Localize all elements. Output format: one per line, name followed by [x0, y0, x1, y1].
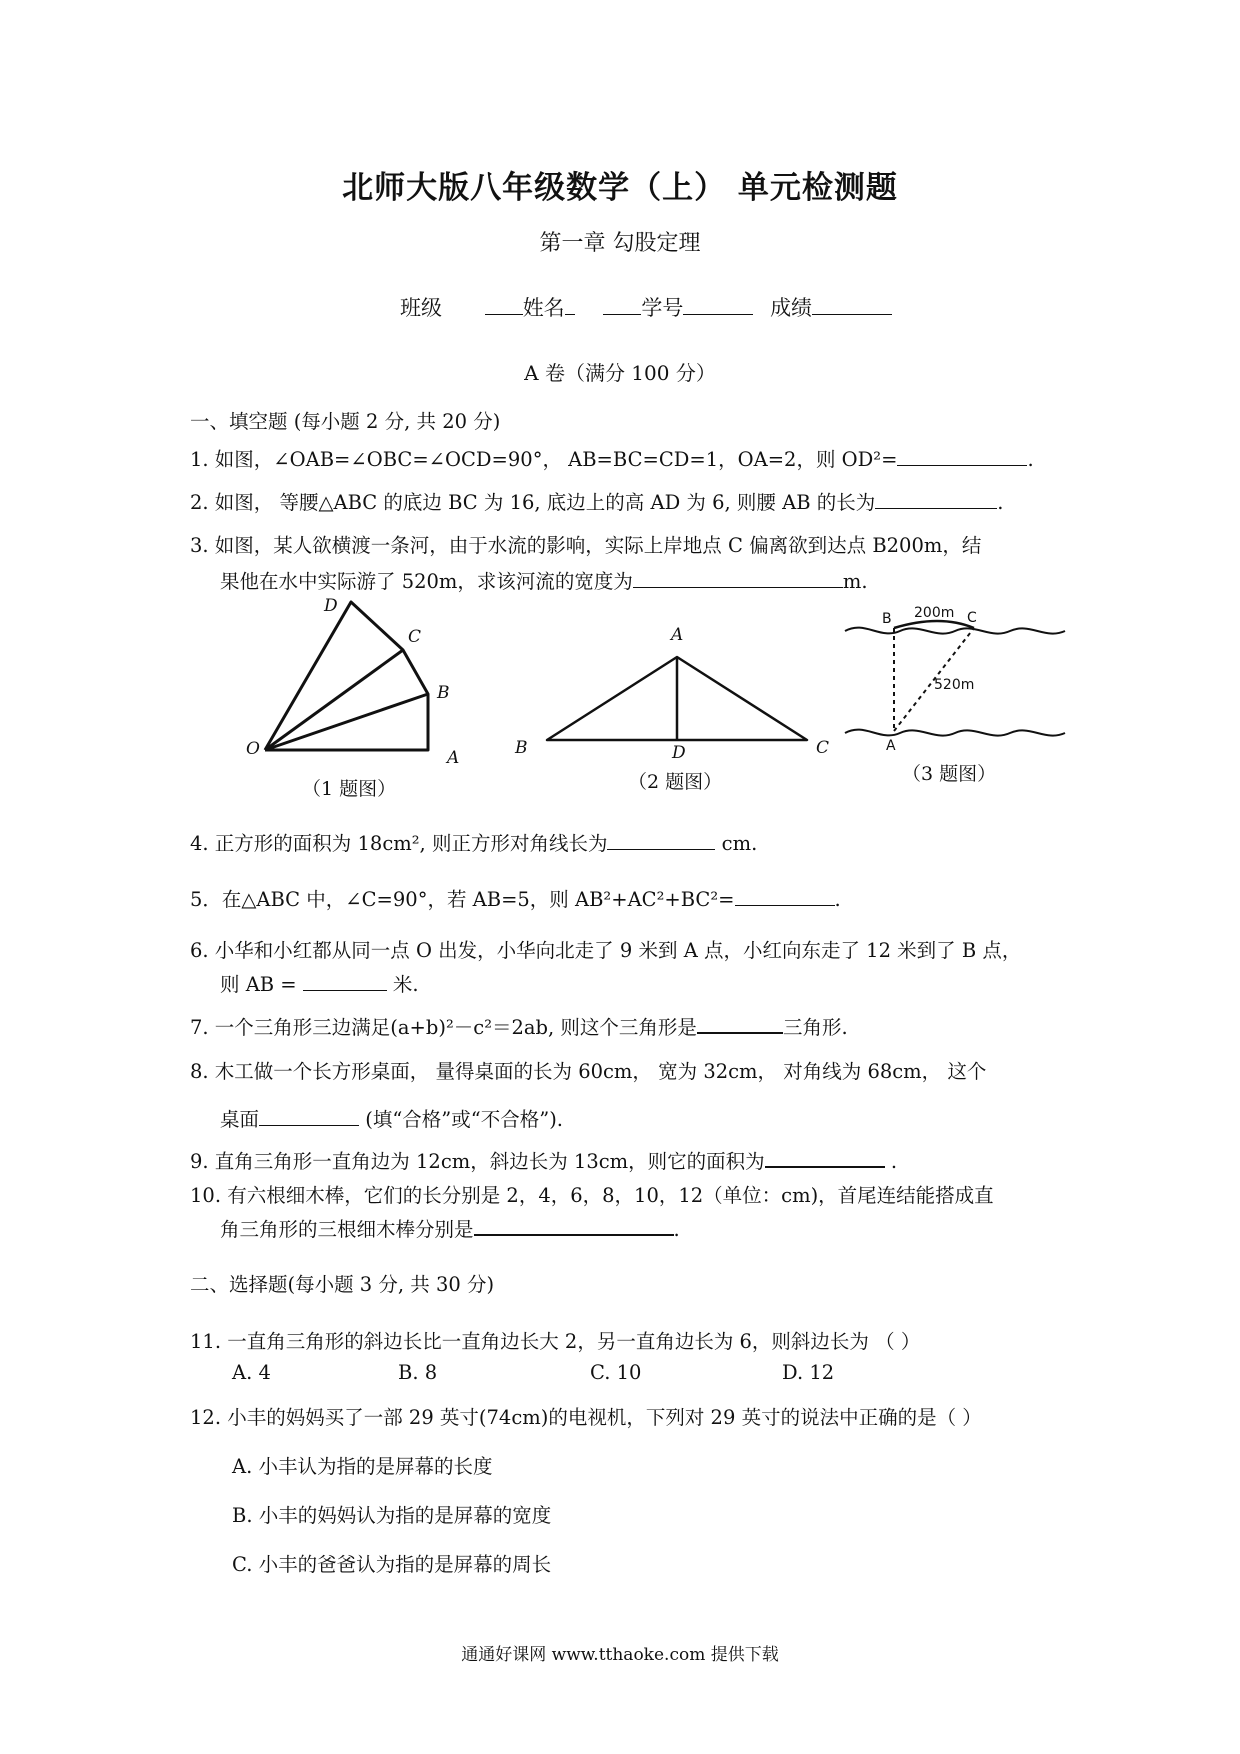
figure-2-caption: （2 题图）	[628, 771, 723, 793]
riverbank-bottom	[845, 730, 1065, 736]
question-6-unit: 米.	[386, 973, 419, 996]
label-D: D	[672, 743, 686, 760]
question-8-line2	[220, 1104, 563, 1132]
segment-OB	[265, 694, 428, 750]
figure-1-caption: （1 题图）	[302, 778, 397, 800]
label-A: A	[447, 748, 460, 768]
section2-heading: 二、选择题(每小题 3 分, 共 30 分)	[190, 1273, 495, 1296]
question-10-end: .	[673, 1218, 680, 1241]
q11-option-b[interactable]: B. 8	[398, 1361, 438, 1384]
arc-BC	[894, 621, 974, 628]
question-5: 5．在△ABC 中，∠C=90°，若 AB=5，则 AB²+AC²+BC²= .	[190, 884, 841, 912]
question-9-text: 9. 直角三角形一直角边为 12cm，斜边长为 13cm，则它的面积为	[190, 1150, 765, 1173]
question-10-line2	[220, 1214, 680, 1242]
question-6-text: 则 AB =	[220, 973, 297, 996]
question-2-text: 2. 如图， 等腰△ABC 的底边 BC 为 16, 底边上的高 AD 为 6, 则腰 AB 的长为	[190, 491, 876, 514]
segment-OC	[265, 650, 403, 750]
question-9-end: .	[884, 1150, 898, 1173]
question-8-text: 桌面	[220, 1108, 260, 1131]
score-label: 成绩	[770, 296, 813, 320]
question-5-text: 5．在△ABC 中，∠C=90°，若 AB=5，则 AB²+AC²+BC²=	[190, 888, 735, 911]
question-9	[190, 1146, 897, 1174]
label-C: C	[967, 610, 977, 626]
label-520m: 520m	[934, 677, 975, 693]
class-blank[interactable]	[485, 293, 523, 315]
question-3-text: 果他在水中实际游了 520m，求该河流的宽度为	[220, 570, 633, 593]
question-10-text: 角三角形的三根细木棒分别是	[220, 1218, 474, 1241]
question-8-note: (填“合格”或“不合格”).	[359, 1108, 564, 1131]
label-B: B	[515, 738, 528, 758]
figure-2-diagram	[505, 620, 845, 760]
q12-option-b[interactable]: B. 小丰的妈妈认为指的是屏幕的宽度	[232, 1504, 552, 1527]
question-11: 11. 一直角三角形的斜边长比一直角边长大 2，另一直角边长为 6，则斜边长为 （ ）	[190, 1330, 921, 1353]
class-label: 班级	[400, 296, 442, 320]
page-title: 北师大版八年级数学（上） 单元检测题	[342, 170, 898, 206]
question-4-text: 4. 正方形的面积为 18cm², 则正方形对角线长为	[190, 832, 608, 855]
answer-blank-4[interactable]	[607, 830, 715, 851]
label-A: A	[886, 738, 896, 753]
q12-option-a[interactable]: A. 小丰认为指的是屏幕的长度	[232, 1455, 493, 1478]
number-blank-pre[interactable]	[603, 293, 641, 315]
name-label: 姓名	[522, 296, 565, 320]
label-O: O	[246, 739, 260, 759]
question-12: 12. 小丰的妈妈买了一部 29 英寸(74cm)的电视机，下列对 29 英寸的说法中正确的是（ ）	[190, 1406, 982, 1429]
answer-blank-10[interactable]	[474, 1215, 674, 1237]
figure-3-caption: （3 题图）	[902, 763, 997, 785]
question-1-text: 1. 如图，∠OAB=∠OBC=∠OCD=90°， AB=BC=CD=1，OA=2，则 OD²=	[190, 448, 898, 471]
question-7-unit: 三角形.	[782, 1016, 848, 1039]
question-10-line1: 10. 有六根细木棒，它们的长分别是 2，4，6，8，10，12（单位：cm)，首尾连结能搭成直	[190, 1184, 994, 1207]
question-4	[190, 828, 757, 856]
figure-1-outline	[265, 602, 428, 750]
volume-heading: A 卷（满分 100 分）	[524, 361, 716, 385]
answer-blank-6[interactable]	[303, 971, 387, 992]
q11-option-c[interactable]: C. 10	[590, 1361, 642, 1384]
question-7-text: 7. 一个三角形三边满足(a+b)²－c²＝2ab, 则这个三角形是	[190, 1016, 697, 1039]
question-6-line2	[220, 969, 419, 997]
label-200m: 200m	[914, 605, 955, 621]
question-6-line1: 6. 小华和小红都从同一点 O 出发，小华向北走了 9 米到 A 点，小红向东走了 12 米到了 B 点，	[190, 939, 1022, 962]
answer-blank-5[interactable]	[735, 886, 835, 907]
answer-blank-9[interactable]	[765, 1147, 885, 1169]
label-A: A	[671, 625, 684, 645]
number-label: 学号	[641, 296, 684, 320]
question-8-line1: 8. 木工做一个长方形桌面， 量得桌面的长为 60cm， 宽为 32cm， 对角线为 68cm， 这个	[190, 1060, 987, 1083]
score-blank[interactable]	[812, 293, 892, 315]
label-C: C	[816, 738, 830, 758]
question-1: 1. 如图，∠OAB=∠OBC=∠OCD=90°， AB=BC=CD=1，OA=2，则 OD²= .	[190, 444, 1034, 472]
question-3-unit: m.	[842, 570, 868, 593]
answer-blank-8[interactable]	[259, 1106, 359, 1127]
q11-option-a[interactable]: A. 4	[232, 1361, 271, 1384]
name-blank[interactable]	[565, 293, 575, 315]
label-C: C	[408, 627, 422, 647]
chapter-subtitle: 第一章 勾股定理	[539, 231, 701, 256]
q12-option-c[interactable]: C. 小丰的爸爸认为指的是屏幕的周长	[232, 1553, 552, 1576]
question-3-line2	[220, 566, 868, 594]
answer-blank-3[interactable]	[633, 568, 843, 589]
question-4-unit: cm.	[715, 832, 758, 855]
section1-heading: 一、填空题 (每小题 2 分, 共 20 分)	[190, 410, 501, 433]
number-blank[interactable]	[683, 293, 753, 315]
student-info-row	[400, 292, 892, 322]
question-2: 2. 如图， 等腰△ABC 的底边 BC 为 16, 底边上的高 AD 为 6, 则腰 AB 的长为 .	[190, 487, 1003, 515]
question-7	[190, 1012, 848, 1040]
figure-1-diagram	[245, 595, 495, 770]
footer-credit: 通通好课网 www.tthaoke.com 提供下载	[461, 1645, 779, 1665]
answer-blank-1[interactable]	[897, 446, 1027, 467]
answer-blank-2[interactable]	[875, 489, 997, 510]
q11-option-d[interactable]: D. 12	[782, 1361, 835, 1384]
answer-blank-7[interactable]	[697, 1013, 783, 1035]
label-B: B	[437, 683, 450, 703]
riverbank-top	[845, 628, 1065, 634]
label-D: D	[324, 596, 338, 616]
question-3-line1: 3. 如图，某人欲横渡一条河，由于水流的影响，实际上岸地点 C 偏离欲到达点 B200m，结	[190, 534, 982, 557]
label-B: B	[882, 611, 892, 627]
figure-3-diagram	[840, 598, 1080, 753]
